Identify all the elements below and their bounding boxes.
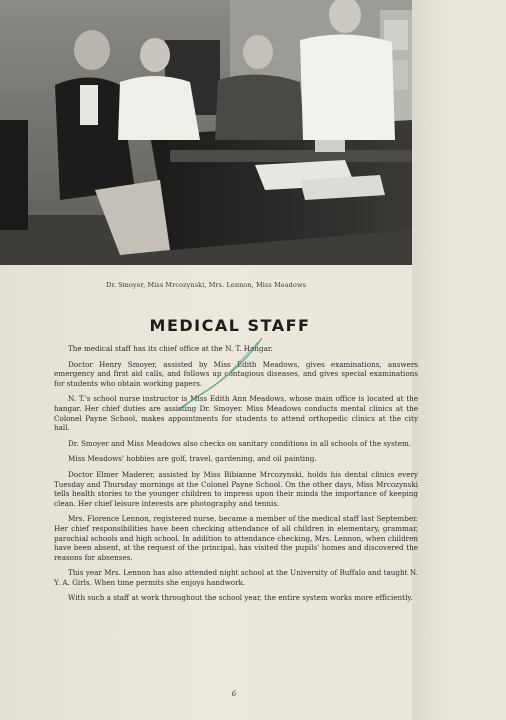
page-number: 6 bbox=[231, 690, 237, 698]
article-paragraph: With such a staff at work throughout the school year, the entire system works more efficiently. bbox=[68, 593, 413, 603]
article-heading: MEDICAL STAFF bbox=[149, 316, 311, 335]
article-paragraph: Mrs. Florence Lennon, registered nurse, became a member of the medical staff last September. Her chief responsibilities have been checking attendance of all children in elementary, grammar, parochial schools and high school. In addition to attendance checking, Mrs. Lennon, when children have been absent, at the request of the principal, has visited the pupils' homes and discovered the reasons for absenses. bbox=[54, 514, 418, 562]
article-paragraph: N. T.'s school nurse instructor is Miss Edith Ann Meadows, whose main office is located at the hangar. Her chief duties are assisting Dr. Smoyer. Miss Meadows conducts mental clinics at the Colonel Payne School, makes appointments for students to attend orthopedic clinics at the city hall. bbox=[54, 394, 418, 433]
photo-caption: Dr. Smoyer, Miss Mrcozynski, Mrs. Lennon, Miss Meadows bbox=[105, 281, 307, 289]
article-body bbox=[54, 344, 418, 609]
article-paragraph: Doctor Elmer Maderer, assisted by Miss Bibianne Mrcozynski, holds his dental clinics every Tuesday and Thursday mornings at the Colonel Payne School. On the other days, Miss Mrcozynski tells health stories to the younger children to impress upon their minds the importance of keeping clean. Her chief leisure interests are photography and tennis. bbox=[54, 469, 418, 508]
staff-photograph-image bbox=[0, 0, 412, 265]
article-paragraph: This year Mrs. Lennon has also attended night school at the University of Buffalo and taught N. Y. A. Girls. When time permits she enjoys handwork. bbox=[54, 568, 418, 587]
staff-photograph bbox=[0, 0, 412, 265]
article-paragraph: Dr. Smoyer and Miss Meadows also checks on sanitary conditions in all schools of the system. bbox=[68, 438, 412, 448]
article-paragraph: Miss Meadows' hobbies are golf, travel, gardening, and oil painting. bbox=[68, 454, 317, 464]
page-margin bbox=[412, 0, 506, 720]
article-paragraph: Doctor Henry Smoyer, assisted by Miss Edith Meadows, gives examinations, answers emergency and first aid calls, and follows up contagious diseases, and gives special examinations for students who obtain working papers. bbox=[54, 359, 418, 388]
article-paragraph: The medical staff has its chief office at the N. T. Hangar. bbox=[68, 344, 273, 353]
